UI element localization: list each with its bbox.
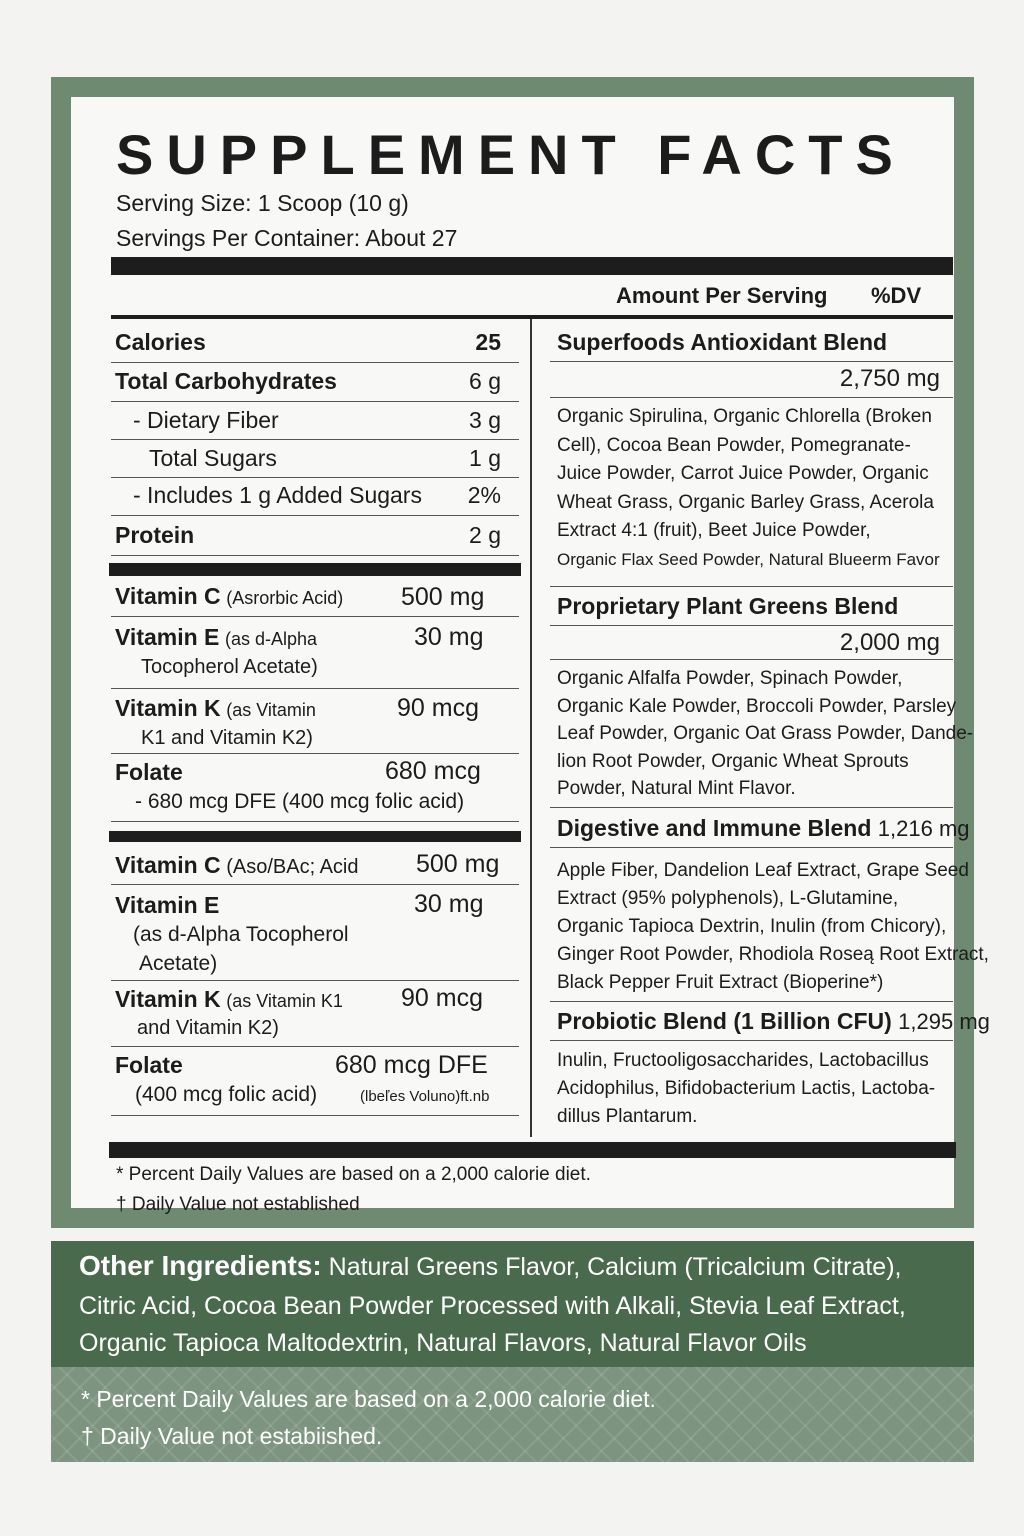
protein-label: Protein (115, 522, 195, 548)
vitamin-e-b-sub2: Acetate) (139, 952, 218, 975)
other-ingredients-line-3: Organic Tapioca Maltodextrin, Natural Flavors, Natural Flavor Oils (79, 1329, 807, 1357)
divider (111, 821, 519, 822)
superfoods-blend-name: Superfoods Antioxidant Blend (557, 329, 888, 355)
other-ingredients-line-1: Other Ingredients: Natural Greens Flavor, Calcium (Tricalcium Citrate), (79, 1250, 902, 1281)
greens-blend-amount: 2,000 mg (839, 629, 940, 656)
divider (111, 1115, 519, 1116)
bottom-note-not-established: † Daily Value not estabiished. (81, 1423, 383, 1449)
amount-per-serving-header: Amount Per Serving (616, 283, 828, 308)
vitamin-e-b-label: Vitamin E (115, 892, 220, 918)
bottom-thick-divider (109, 1142, 956, 1158)
vitamin-k-a-value: 90 mcg (397, 694, 479, 722)
added-sugars-value: 2% (467, 482, 501, 508)
fiber-label: - Dietary Fiber (133, 407, 279, 433)
vitamins-divider-b (109, 831, 521, 842)
greens-ingredients: Organic Alfalfa Powder, Spinach Powder, Organic Kale Powder, Broccoli Powder, Parsley Leaf Powder, Organic Oat Grass Powder, Dande- lion Root Powder, Organic Wheat Sprouts Powder, Natural Mint Flavor. (557, 668, 974, 799)
greens-blend-name: Proprietary Plant Greens Blend (557, 593, 899, 619)
divider (111, 980, 519, 981)
superfoods-blend-amount: 2,750 mg (839, 365, 940, 392)
header-divider (111, 315, 953, 319)
footnote-not-established: † Daily Value not established (116, 1194, 360, 1215)
other-ingredients-label: Other Ingredients: (79, 1250, 322, 1281)
divider (550, 659, 953, 660)
divider (111, 616, 519, 617)
added-sugars-label: - Includes 1 g Added Sugars (133, 482, 422, 508)
supplement-facts-panel (71, 97, 990, 1215)
calories-value: 25 (475, 329, 501, 355)
facts-frame (51, 77, 990, 1228)
divider (550, 1040, 953, 1041)
column-divider (530, 319, 532, 1137)
facts-title: SUPPLEMENT FACTS (116, 123, 906, 186)
vitamin-c-a: Vitamin C (Asrorbic Acid) (115, 583, 344, 609)
vitamins-divider-a (109, 563, 521, 576)
vitamin-c-a-value: 500 mg (401, 583, 485, 611)
vitamin-e-a: Vitamin E (as d-Alpha (115, 624, 318, 650)
vitamin-e-a-value: 30 mg (414, 623, 484, 651)
probiotic-ingredients: Inulin, Fructooligosaccharides, Lactobacillus Acidophilus, Bifidobacterium Lactis, Lactoba- dillus Plantarum. (557, 1050, 936, 1127)
divider (111, 362, 519, 363)
folate-a-sub: - 680 mcg DFE (400 mcg folic acid) (135, 790, 465, 813)
divider (111, 477, 519, 478)
vitamin-c-b-value: 500 mg (416, 850, 500, 878)
carbs-label: Total Carbohydrates (115, 368, 337, 394)
divider (111, 1046, 519, 1047)
divider (111, 401, 519, 402)
divider (111, 753, 519, 754)
divider (111, 688, 519, 689)
folate-a-label: Folate (115, 759, 183, 785)
vitamin-c-b: Vitamin C (Aso/BAc; Acid (115, 852, 359, 878)
divider (550, 847, 953, 848)
divider (550, 361, 953, 362)
folate-b-value: 680 mcg DFE (335, 1051, 488, 1079)
vitamin-e-b-value: 30 mg (414, 890, 484, 918)
serving-size: Serving Size: 1 Scoop (10 g) (116, 190, 409, 216)
sugars-label: Total Sugars (149, 445, 277, 471)
divider (550, 625, 953, 626)
divider (550, 807, 953, 808)
superfoods-ingredients: Organic Spirulina, Organic Chlorella (Broken Cell), Cocoa Bean Powder, Pomegranate- Juice Powder, Carrot Juice Powder, Organic Wheat Grass, Organic Barley Grass, Acerola Extract 4:1 (fruit), Beet Juice Powder, Organic Flax Seed Powder, Natural Blueerm Favor (557, 406, 940, 569)
divider (111, 515, 519, 516)
folate-b-sub: (400 mcg folic acid) (135, 1083, 318, 1106)
folate-b-note: (lbeľes Voluno)ft.nb (360, 1088, 490, 1105)
digestive-blend: Digestive and Immune Blend 1,216 mg (557, 815, 970, 841)
folate-b-label: Folate (115, 1052, 183, 1078)
other-ingredients-line-2: Citric Acid, Cocoa Bean Powder Processed with Alkali, Stevia Leaf Extract, (79, 1292, 906, 1320)
vitamin-k-b-value: 90 mcg (401, 984, 483, 1012)
bottom-note-dv: * Percent Daily Values are based on a 2,000 calorie diet. (81, 1386, 656, 1412)
dv-header: %DV (871, 283, 922, 308)
carbs-value: 6 g (469, 368, 501, 394)
footnote-dv: * Percent Daily Values are based on a 2,000 calorie diet. (116, 1164, 591, 1185)
protein-value: 2 g (469, 522, 501, 548)
top-thick-divider (111, 257, 953, 275)
folate-a-value: 680 mcg (385, 757, 481, 785)
vitamin-k-b: Vitamin K (as Vitamin K1 (115, 986, 343, 1012)
vitamin-e-a-sub: Tocopherol Acetate) (141, 656, 318, 678)
calories-label: Calories (115, 329, 206, 355)
vitamin-k-b-sub: and Vitamin K2) (137, 1017, 279, 1039)
vitamin-e-b-sub: (as d-Alpha Tocopherol (133, 923, 349, 946)
divider (550, 397, 953, 398)
divider (550, 586, 953, 587)
divider (111, 439, 519, 440)
divider (550, 1001, 953, 1002)
patterned-notes-band (51, 1367, 974, 1462)
fiber-value: 3 g (469, 407, 501, 433)
vitamin-k-a-sub: K1 and Vitamin K2) (141, 727, 313, 749)
divider (111, 555, 519, 556)
sugars-value: 1 g (469, 445, 501, 471)
servings-per-container: Servings Per Container: About 27 (116, 225, 458, 251)
other-ingredients-band (51, 1241, 974, 1367)
probiotic-blend: Probiotic Blend (1 Billion CFU) 1,295 mg (557, 1008, 990, 1034)
digestive-ingredients: Apple Fiber, Dandelion Leaf Extract, Grape Seed Extract (95% polyphenols), L-Glutamine, Organic Tapioca Dextrin, Inulin (from Chicory), Ginger Root Powder, Rhodiola Roseą Root Extract, Black Pepper Fruit Extract (Bioperine*) (557, 860, 989, 993)
vitamin-k-a: Vitamin K (as Vitamin (115, 695, 316, 721)
divider (111, 884, 519, 885)
